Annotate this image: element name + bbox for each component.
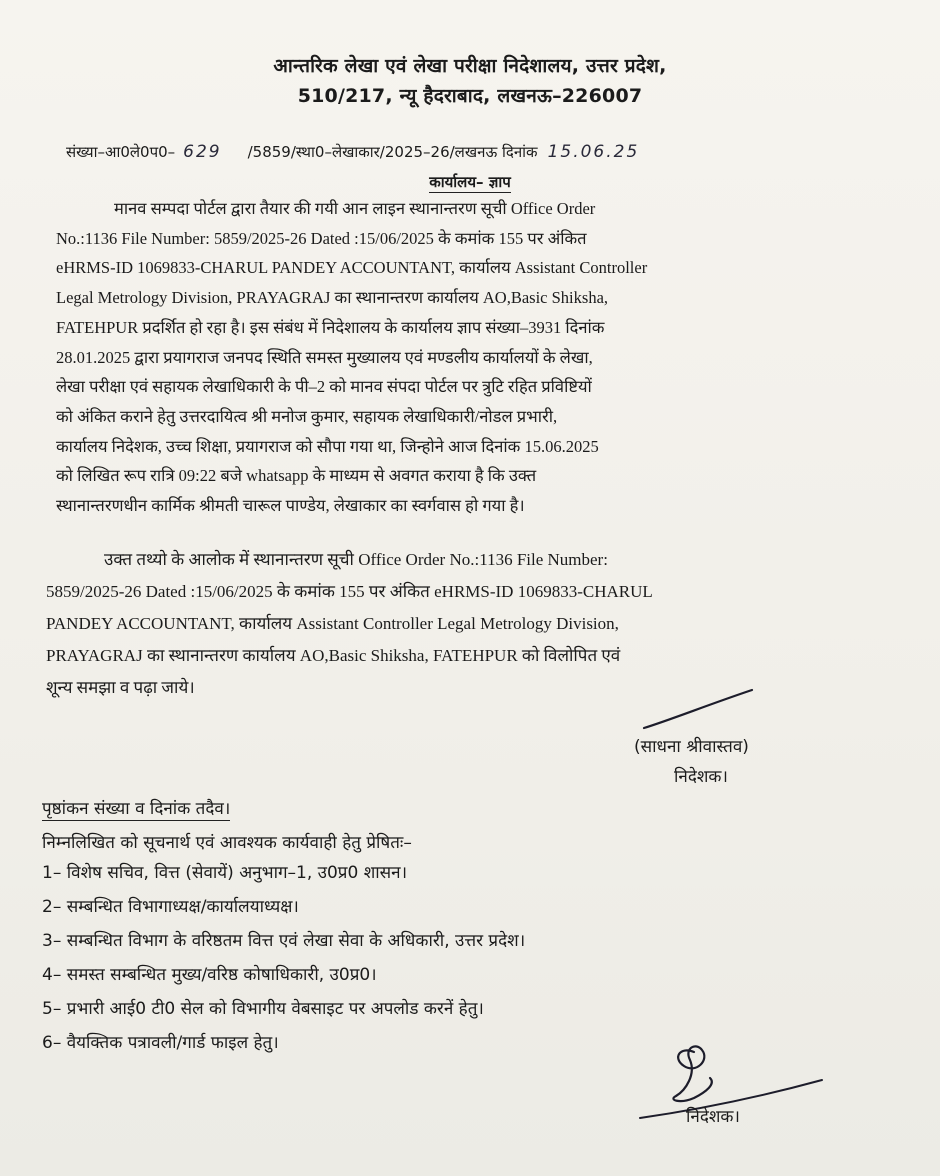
paragraph-1-line: No.:1136 File Number: 5859/2025-26 Dated :15/06/2025 के कमांक 155 पर अंकित (56, 228, 587, 248)
handwritten-number: 629 (183, 142, 222, 162)
list-item: 4– समस्त सम्बन्धित मुख्य/वरिष्ठ कोषाधिकारी, उ0प्र0। (42, 965, 377, 985)
paragraph-1-line (56, 194, 842, 224)
list-item: 5– प्रभारी आई0 टी0 सेल को विभागीय वेबसाइट पर अपलोड करनें हेतु। (42, 999, 484, 1019)
signature-stroke-icon (640, 686, 760, 736)
paragraph-2-line: 5859/2025-26 Dated :15/06/2025 के कमांक 155 पर अंकित eHRMS-ID 1069833-CHARUL (46, 582, 653, 601)
paragraph-1-line: को अंकित कराने हेतु उत्तरदायित्व श्री मनोज कुमार, सहायक लेखाधिकारी/नोडल प्रभारी, (56, 406, 558, 426)
handwritten-date: 15.06.25 (547, 142, 640, 162)
reference-middle: /5859/स्था0–लेखाकार/2025–26/लखनऊ दिनांक (247, 143, 538, 161)
list-item: 1– विशेष सचिव, वित्त (सेवायें) अनुभाग–1, उ0प्र0 शासन। (42, 863, 408, 883)
list-item: 6– वैयक्तिक पत्रावली/गार्ड फाइल हेतु। (42, 1033, 279, 1053)
paragraph-1-line: Legal Metrology Division, PRAYAGRAJ का स्थानान्तरण कार्यालय AO,Basic Shiksha, (56, 288, 609, 308)
paragraph-1-line: 28.01.2025 द्वारा प्रयागराज जनपद स्थिति समस्त मुख्यालय एवं मण्डलीय कार्यालयों के लेखा, (56, 347, 593, 367)
paragraph-1 (56, 194, 842, 521)
endorsement-title (42, 796, 230, 819)
final-signatory-designation: निदेशक। (686, 1107, 740, 1127)
paragraph-2-line (46, 544, 846, 576)
paragraph-1-line: eHRMS-ID 1069833-CHARUL PANDEY ACCOUNTANT, कार्यालय Assistant Controller (56, 258, 648, 278)
forward-text: निम्नलिखित को सूचनार्थ एवं आवश्यक कार्यवाही हेतु प्रेषितः– (42, 833, 412, 853)
reference-prefix: संख्या–आ0ले0प0– (66, 143, 176, 161)
list-item: 2– सम्बन्धित विभागाध्यक्ष/कार्यालयाध्यक्ष। (42, 897, 299, 917)
reference-line (66, 142, 639, 162)
signatory-designation: निदेशक। (674, 767, 728, 787)
office-memo-title (0, 172, 940, 192)
paragraph-2-line: PRAYAGRAJ का स्थानान्तरण कार्यालय AO,Basic Shiksha, FATEHPUR को विलोपित एवं (46, 646, 621, 665)
recipients-list (42, 862, 525, 1066)
office-memo-title-text: कार्यालय– ज्ञाप (429, 173, 511, 191)
header-line-1: आन्तरिक लेखा एवं लेखा परीक्षा निदेशालय, उत्तर प्रदेश, (273, 55, 667, 77)
paragraph-2-line: PANDEY ACCOUNTANT, कार्यालय Assistant Controller Legal Metrology Division, (46, 614, 619, 633)
paragraph-2 (46, 544, 846, 704)
paragraph-1-line-text: मानव सम्पदा पोर्टल द्वारा तैयार की गयी आन लाइन स्थानान्तरण सूची Office Order (114, 199, 596, 218)
paragraph-1-line: को लिखित रूप रात्रि 09:22 बजे whatsapp के माध्यम से अवगत कराया है कि उक्त (56, 466, 537, 486)
paragraph-1-line: स्थानान्तरणधीन कार्मिक श्रीमती चारूल पाण्डेय, लेखाकार का स्वर्गवास हो गया है। (56, 496, 525, 516)
paragraph-2-line-text: उक्त तथ्यो के आलोक में स्थानान्तरण सूची Office Order No.:1136 File Number: (104, 550, 608, 569)
paragraph-2-line: शून्य समझा व पढ़ा जाये। (46, 678, 195, 697)
list-item: 3– सम्बन्धित विभाग के वरिष्ठतम वित्त एवं लेखा सेवा के अधिकारी, उत्तर प्रदेश। (42, 931, 526, 951)
paragraph-1-line: लेखा परीक्षा एवं सहायक लेखाधिकारी के पी–2 को मानव संपदा पोर्टल पर त्रुटि रहित प्रविष्टियों (56, 377, 592, 397)
signatory-name: (साधना श्रीवास्तव) (634, 737, 749, 757)
paragraph-1-line: कार्यालय निदेशक, उच्च शिक्षा, प्रयागराज को सौपा गया था, जिन्होने आज दिनांक 15.06.2025 (56, 436, 599, 456)
paragraph-1-line: FATEHPUR प्रदर्शित हो रहा है। इस संबंध में निदेशालय के कार्यालय ज्ञाप संख्या–3931 दिनांक (56, 317, 605, 337)
header-line-2: 510/217, न्यू हैदराबाद, लखनऊ–226007 (297, 85, 643, 107)
endorsement-title-text: पृष्ठांकन संख्या व दिनांक तदैव। (42, 799, 231, 819)
